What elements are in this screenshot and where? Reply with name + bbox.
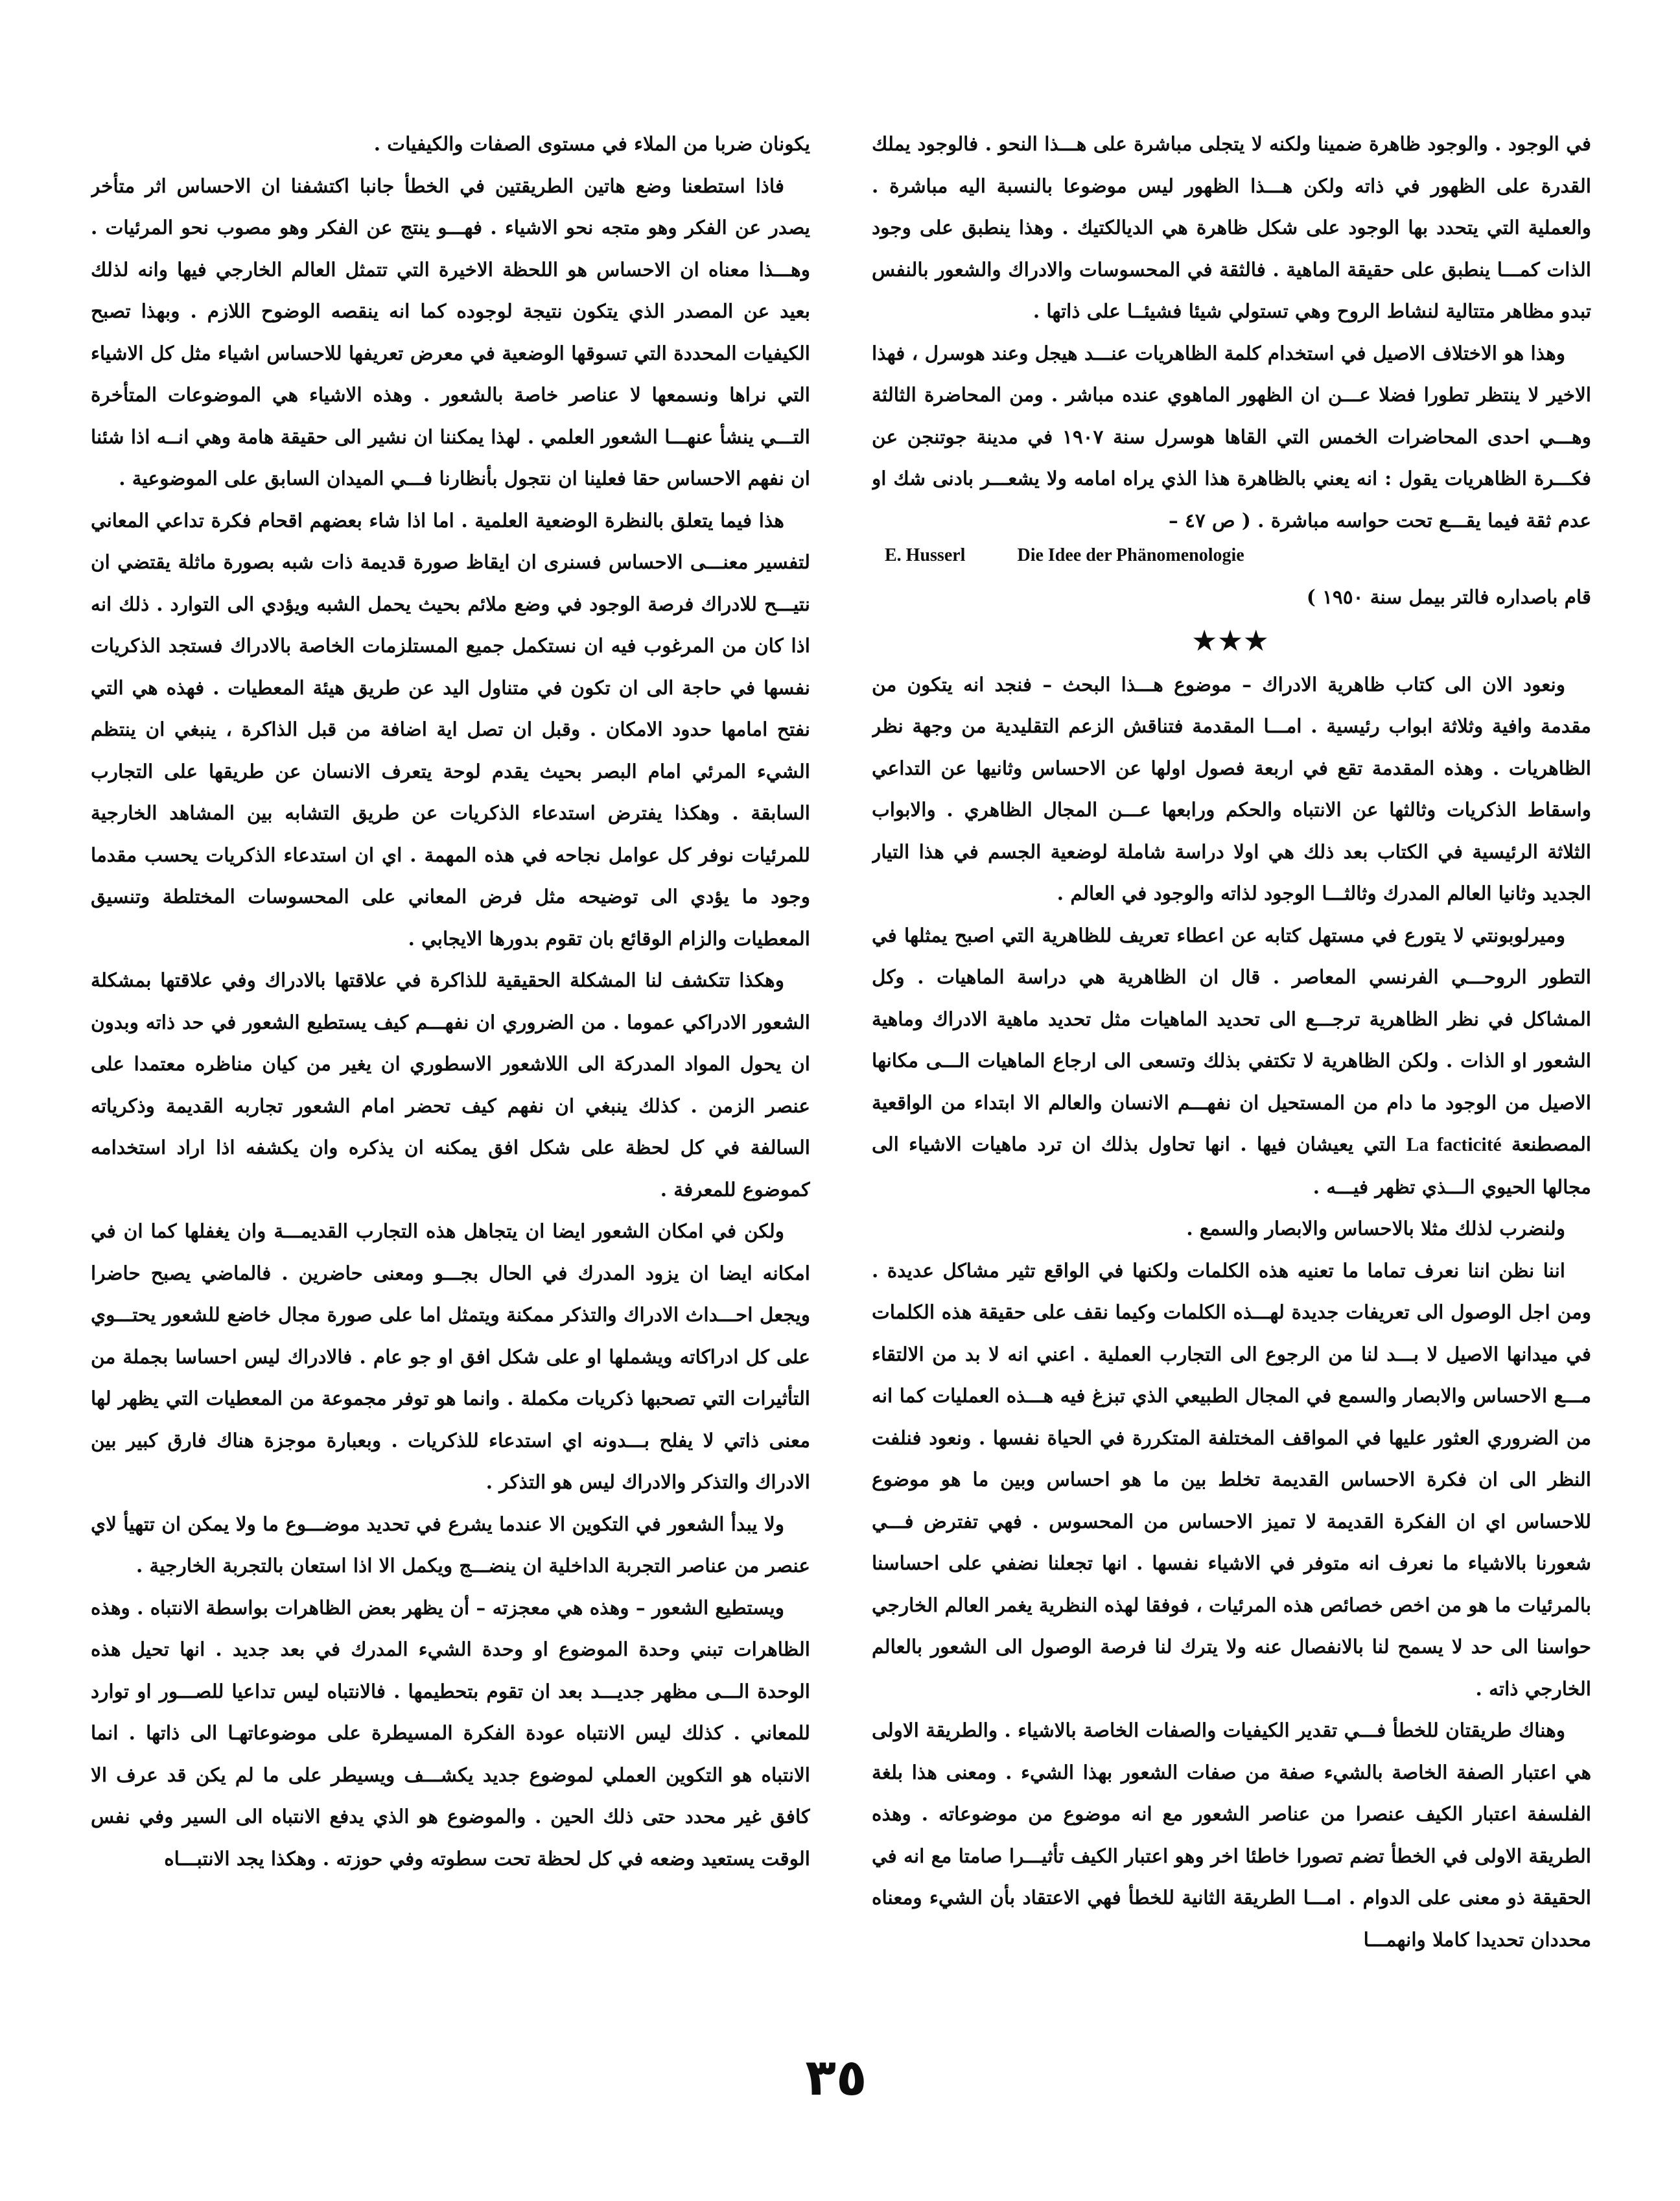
paragraph: يكونان ضربا من الملاء في مستوى الصفات والكيفيات .	[373, 132, 810, 155]
latin-term: La facticité	[1406, 1135, 1502, 1155]
paragraph: ونعود الان الى كتاب ظاهرية الادراك – موضوع هـــذا البحث – فنجد انه يتكون من مقدمة وافية وثلاثة ابواب رئيسية . امـــا المقدمة فتناقش الزعم التقليدية من وجهة نظر الظاهريات . وهذه المقدمة تقع في اربعة فصول اولها عن الاحساس وثانيها عن التداعي واسقاط الذكريات وثالثها عن الانتباه والحكم ورابعها عـــن المجال الظاهري . والابواب الثلاثة الرئيسية في الكتاب بعد ذلك هي اولا دراسة شاملة لوضعية الجسم في هذا التيار الجديد وثانيا العالم المدرك وثالثـــا الوجود لذاته والوجود في العالم .	[872, 672, 1591, 904]
paragraph-text: وميرلوبونتي لا يتورع في مستهل كتابه عن اعطاء تعريف للظاهرية التي اصبح يمثلها في التطور الروحـــي الفرنسي المعاصر . قال ان الظاهرية هي دراسة الماهيات . وكل المشاكل في نظر الظاهرية ترجـــع الى تحديد الماهيات مثل تحديد ماهية الادراك وماهية الشعور او الذات . ولكن الظاهرية لا تكتفي بذلك وتسعى الى ارجاع الماهيات الـــى مكانها الاصيل من الوجود ما دام من المستحيل ان نفهـــم الانسان والعالم الا ابتداء من الواقعية المصطنعة	[872, 923, 1591, 1155]
right-column	[872, 123, 1591, 1997]
left-column	[91, 123, 810, 1997]
paragraph-text: التي يعيشان فيها . انها تحاول بذلك ان ترد ماهيات الاشياء الى مجالها الحيوي الـــذي تظهر فيـــه .	[872, 1133, 1591, 1198]
paragraph: قام باصداره فالتر بيمل سنة ١٩٥٠ )	[1306, 585, 1591, 608]
paragraph: ولكن في امكان الشعور ايضا ان يتجاهل هذه التجارب القديمـــة وان يغفلها كما ان في امكانه ايضا ان يزود المدرك في الحال بجـــو ومعنى حاضرين . فالماضي يصبح حاضرا ويجعل احـــداث الادراك والتذكر ممكنة ويتمثل اما على صورة مجال خاضع للشعور يحتـــوي على كل ادراكاته ويشملها او على شكل افق او جو عام . فالادراك ليس احساسا بجملة من التأثيرات التي تصحبها ذكريات مكملة . وانما هو توفر مجموعة من المعطيات التي يظهر لها معنى ذاتي لا يفلح بـــدونه اي استدعاء للذكريات . وبعبارة موجزة هناك فارق كبير بين الادراك والتذكر والادراك ليس هو التذكر .	[91, 1219, 810, 1493]
paragraph: وهذا هو الاختلاف الاصيل في استخدام كلمة الظاهريات عنـــد هيجل وعند هوسرل ، فهذا الاخير لا ينتظر تطورا فضلا عـــن ان الظهور الماهوي عنده مباشر . ومن المحاضرة الثالثة وهـــي احدى المحاضرات الخمس التي القاها هوسرل سنة ١٩٠٧ في مدينة جوتنجن عن فكـــرة الظاهريات يقول : انه يعني بالظاهرة هذا الذي يراه امامه ولا يشعـــر بادنى شك او عدم ثقة فيما يقـــع تحت حواسه مباشرة . ( ص ٤٧ –	[872, 341, 1591, 532]
paragraph: في الوجود . والوجود ظاهرة ضمينا ولكنه لا يتجلى مباشرة على هـــذا النحو . فالوجود يملك القدرة على الظهور في ذاته ولكن هـــذا الظهور ليس موضوعا بالنسبة اليه مباشرة . والعملية التي يتحدد بها الوجود على شكل ظاهرة هي الديالكتيك . وهذا ينطبق على وجود الذات كمـــا ينطبق على حقيقة الماهية . فالثقة في المحسوسات والادراك والشعور بالنفس تبدو مظاهر متتالية لنشاط الروح وهي تستولي شيئا فشيئــا على ذاتها .	[872, 132, 1591, 322]
bibliographic-reference	[872, 541, 1591, 570]
paragraph: اننا نظن اننا نعرف تماما ما تعنيه هذه الكلمات ولكنها في الواقع تثير مشاكل عديدة . ومن اجل الوصول الى تعريفات جديدة لهـــذه الكلمات وكيما نقف على حقيقة هذه الكلمات في ميدانها الاصيل لا بـــد لنا من الرجوع الى التجارب العملية . اعني انه لا بد من الالتقاء مـــع الاحساس والابصار والسمع في المجال الطبيعي الذي تبزغ فيه هـــذه العمليات كما انه من الضروري العثور عليها في المواقف المختلفة المتكررة في الحياة نفسها . ونعود فنلفت النظر الى ان فكرة الاحساس القديمة تخلط بين ما هو احساس وبين ما هو موضوع للاحساس اي ان الفكرة القديمة لا تميز الاحساس من المحسوس . فهي تفترض فـــي شعورنا بالاشياء ما نعرف انه متوفر في الاشياء نفسها . انها تجعلنا نضفي على احساسنا بالمرئيات ما هو من اخص خصائص هذه المرئيات ، فوفقا لهذه النظرية يغمر العالم الخارجي حواسنا الى حد لا يسمح لنا بالانفصال عنه ولا يترك لنا فرصة الوصول الى الشعور بالعالم الخارجي ذاته .	[872, 1258, 1591, 1700]
paragraph: هذا فيما يتعلق بالنظرة الوضعية العلمية . اما اذا شاء بعضهم اقحام فكرة تداعي المعاني لتفسير معنـــى الاحساس فسنرى ان ايقاظ صورة قديمة ذات شبه بصورة ماثلة يقتضي ان نتيـــح للادراك فرصة الوجود في وضع ملائم بحيث يحمل الشبه ويؤدي الى التوارد . ذلك انه اذا كان من المرغوب فيه ان نستكمل جميع المستلزمات الخاصة بالادراك فستجد الذكريات نفسها في حاجة الى ان تكون في متناول اليد عن طريق هيئة المعطيات . فهذه هي التي نفتح امامها حدود الامكان . وقبل ان تصل اية اضافة من قبل الذاكرة ، ينبغي ان ينتظم الشيء المرئي امام البصر بحيث يقدم لوحة يتعرف الانسان عن طريقها على التجارب السابقة . وهكذا يفترض استدعاء الذكريات عن طريق التشابه بين المشاهد الخارجية للمرئيات نوفر كل عوامل نجاحه في هذه المهمة . اي ان استدعاء الذكريات يحسب مقدما وجود ما يؤدي الى توضيحه مثل فرض المعاني على المحسوسات المختلطة وتنسيق المعطيات والزام الوقائع بان تقوم بدورها الايجابي .	[91, 508, 810, 950]
paragraph	[872, 915, 1591, 1208]
paragraph: ولنضرب لذلك مثلا بالاحساس والابصار والسمع .	[1186, 1217, 1565, 1240]
page-number: ٣٥	[805, 2049, 867, 2107]
paragraph: فاذا استطعنا وضع هاتين الطريقتين في الخطأ جانبا اكتشفنا ان الاحساس اثر متأخر يصدر عن الفكر وهو متجه نحو الاشياء . فهـــو ينتج عن الفكر وهو مصوب نحو المرئيات . وهـــذا معناه ان الاحساس هو اللحظة الاخيرة التي تتمثل العالم الخارجي فيها وانه لذلك بعيد عن المصدر الذي يتكون نتيجة لوجوده كما انه ينقصه الوضوح اللازم . وبهذا تصبح الكيفيات المحددة التي تسوقها الوضعية في معرض تعريفها للاحساس اشياء مثل كل الاشياء التي نراها ونسمعها لا عناصر خاصة بالشعور . وهذه الاشياء هي الموضوعات المتأخرة التـــي ينشأ عنهـــا الشعور العلمي . لهذا يمكننا ان نشير الى حقيقة هامة وهي انــه اذا شئنا ان نفهم الاحساس حقا فعلينا ان نتجول بأنظارنا فـــي الميدان السابق على الموضوعية .	[91, 174, 810, 489]
reference-author: E. Husserl	[885, 545, 966, 565]
paragraph: وهكذا تتكشف لنا المشكلة الحقيقية للذاكرة في علاقتها بالادراك وفي علاقتها بمشكلة الشعور الادراكي عموما . من الضروري ان نفهـــم كيف يستطيع الشعور في حد ذاته وبدون ان يحول المواد المدركة الى اللاشعور الاسطوري ان يغير من كيان مناظره معتمدا على عنصر الزمن . كذلك ينبغي ان نفهم كيف تحضر امام الشعور تجاربه القديمة وذكرياته السالفة في كل لحظة على شكل افق يمكنه ان يذكره وان يكشفه اذا اراد استخدامه كموضوع للمعرفة .	[91, 969, 810, 1201]
paragraph: ويستطيع الشعور – وهذه هي معجزته – أن يظهر بعض الظاهرات بواسطة الانتباه . وهذه الظاهرات تبني وحدة الموضوع او وحدة الشيء المدرك في بعد جديد . انها تحيل هذه الوحدة الـــى مظهر جديـــد بعد ان تقوم بتحطيمها . فالانتباه ليس تداعيا للصـــور او توارد للمعاني . كذلك ليس الانتباه عودة الفكرة المسيطرة على موضوعاتهـا الى ذاتها . انما الانتباه هو التكوين العملي لموضوع جديد يكشـــف ويسيطر على ما لم يكن قد عرف الا كافق غير محدد حتى ذلك الحين . والموضوع هو الذي يدفع الانتباه الى السير وفي نفس الوقت يستعيد وضعه في كل لحظة تحت سطوته وفي حوزته . وهكذا يجد الانتبـــاه	[91, 1595, 810, 1870]
reference-title: Die Idee der Phänomenologie	[1017, 545, 1244, 565]
paragraph: ولا يبدأ الشعور في التكوين الا عندما يشرع في تحديد موضـــوع ما ولا يمكن ان تتهيأ لاي عنصر من عناصر التجربة الداخلية ان ينضـــج ويكمل الا اذا استعان بالتجربة الخارجية .	[91, 1512, 810, 1577]
paragraph: وهناك طريقتان للخطأ فـــي تقدير الكيفيات والصفات الخاصة بالاشياء . والطريقة الاولى هي اعتبار الصفة الخاصة بالشيء صفة من صفات الشعور بهذا الشيء . ومعنى هذا بلغة الفلسفة اعتبار الكيف عنصرا من عناصر الشعور مع انه موضوع من موضوعاته . وهذه الطريقة الاولى في الخطأ تضم تصورا خاطئا اخر وهو اعتبار الكيف تأثيـــرا صامتا مع انه في الحقيقة ذو معنى على الدوام . امـــا الطريقة الثانية للخطأ فهي الاعتقاد بأن الشيء ومعناه محددان تحديدا كاملا وانهمـــا	[872, 1719, 1591, 1951]
section-divider-stars: ★★★	[1193, 625, 1270, 656]
